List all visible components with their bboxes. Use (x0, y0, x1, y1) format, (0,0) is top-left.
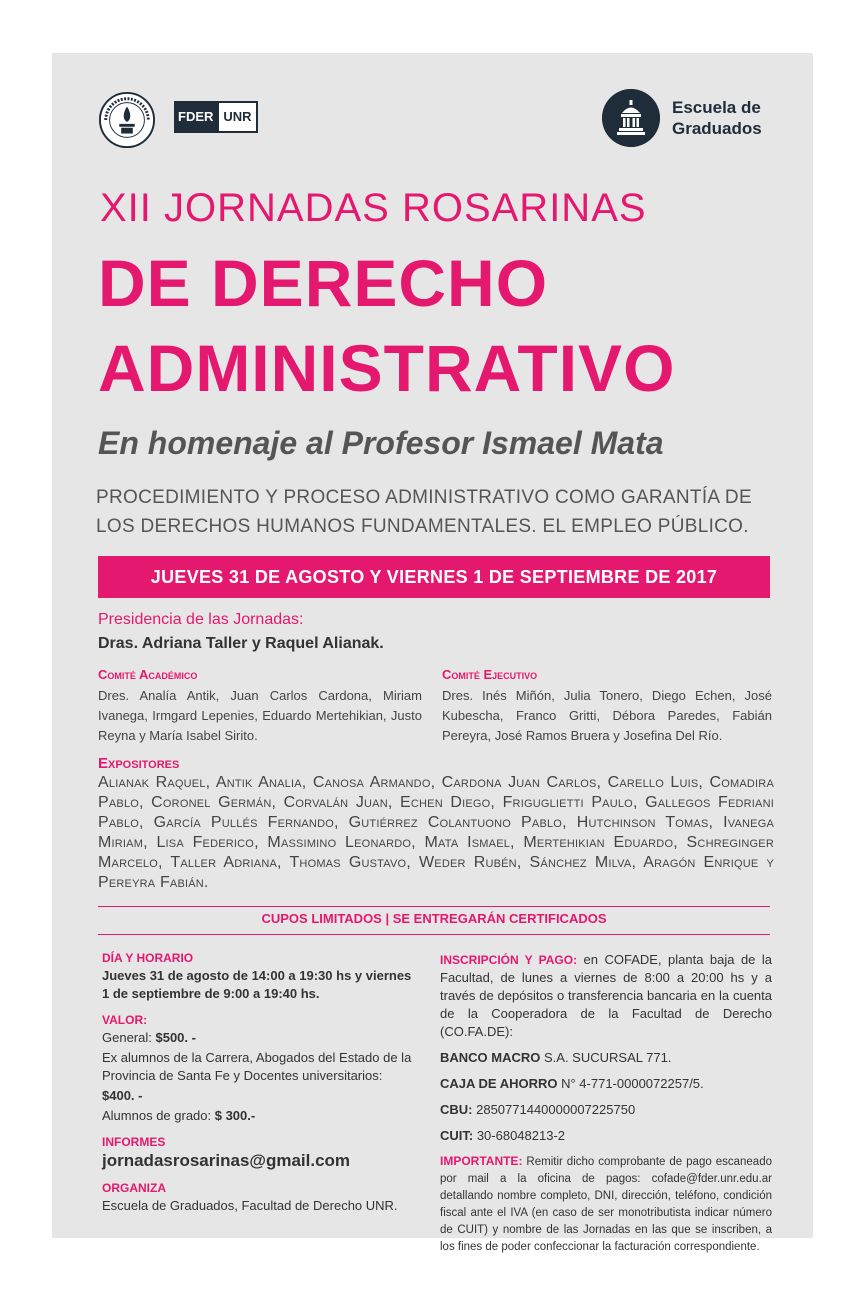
importante-text: Remitir dicho comprobante de pago escaneado por mail a la oficina de pagos: cofade@fder.unr.edu.ar detallando nombre completo, DNI, dirección, teléfono, condición fiscal ante el IVA (en caso de ser monotributista indicar número de CUIT) y nombre de las Jornadas en las que se inscriben, a los fines de poder confeccionar la facturación correspondiente. (440, 1156, 772, 1253)
info-left-column (102, 951, 412, 1217)
expositores-list: Alianak Raquel, Antik Analia, Canosa Armando, Cardona Juan Carlos, Carello Luis, Comadira Pablo, Coronel Germán, Corvalán Juan, Echen Diego, Friguglietti Paulo, Gallegos Fedriani Pablo, García Pullés Fernando, Gutiérrez Colantuono Pablo, Hutchinson Tomas, Ivanega Miriam, Lisa Federico, Massimino Leonardo, Mata Ismael, Mertehikian Eduardo, Schreginger Marcelo, Taller Adriana, Thomas Gustavo, Weder Rubén, Sánchez Milva, Aragón Enrique y Pereyra Fabián. (98, 774, 774, 891)
banco-row (440, 1049, 772, 1067)
dia-horario-label: DÍA Y HORARIO (102, 951, 194, 965)
informes-label: INFORMES (102, 1135, 166, 1149)
valor-general-row (102, 1029, 412, 1047)
cuit-row (440, 1127, 772, 1145)
date-banner: JUEVES 31 DE AGOSTO Y VIERNES 1 DE SEPTIEMBRE DE 2017 (98, 556, 770, 598)
caja-label: CAJA DE AHORRO (440, 1076, 558, 1091)
fder-unr-logo (174, 101, 258, 133)
poster (52, 53, 813, 1253)
expositores-heading: Expositores (98, 755, 180, 772)
presidencia-names: Dras. Adriana Taller y Raquel Alianak. (98, 635, 384, 652)
valor-general-price: $500. - (155, 1030, 196, 1045)
comite-ejecutivo-members: Dres. Inés Miñón, Julia Tonero, Diego Echen, José Kubescha, Franco Gritti, Débora Paredes, Fabián Pereyra, José Ramos Bruera y Josefina Del Río. (442, 688, 772, 743)
unr-seal-logo (98, 91, 156, 149)
inscripcion-text: en COFADE, planta baja de la Facultad, de lunes a viernes de 8:00 a 20:00 hs y a través de depósitos o transferencia bancaria en la cuenta de la Cooperadora de la Facultad de Derecho (CO.FA.DE): (440, 952, 772, 1039)
valor-general-label: General: (102, 1030, 156, 1045)
fder-logo-right: UNR (217, 101, 257, 133)
cbu-value: 2850771440000007225750 (472, 1102, 636, 1117)
valor-alumnos-row (102, 1107, 412, 1125)
valor-label: VALOR: (102, 1013, 148, 1027)
cupos-notice: CUPOS LIMITADOS | SE ENTREGARÁN CERTIFICADOS (261, 911, 607, 926)
comite-ejecutivo-heading: Comité Ejecutivo (442, 667, 538, 682)
divider-bottom (98, 934, 770, 935)
cbu-row (440, 1101, 772, 1119)
comite-academico-members: Dres. Analía Antik, Juan Carlos Cardona, Miriam Ivanega, Irmgard Lepenies, Eduardo Mertehikian, Justo Reyna y María Isabel Sirito. (98, 688, 422, 743)
escuela-graduados-label: Escuela de Graduados (672, 98, 762, 138)
cbu-label: CBU: (440, 1102, 473, 1117)
importante-label: IMPORTANTE: (440, 1154, 523, 1168)
valor-ex-price: $400. - (102, 1088, 143, 1103)
caja-row (440, 1075, 772, 1093)
cuit-value: 30-68048213-2 (473, 1128, 566, 1143)
importante-paragraph (440, 1153, 772, 1256)
banco-label: BANCO MACRO (440, 1050, 541, 1065)
presidencia-label: Presidencia de las Jornadas: (98, 611, 304, 628)
dia-horario-value: Jueves 31 de agosto de 14:00 a 19:30 hs y viernes 1 de septiembre de 9:00 a 19:40 hs. (102, 968, 412, 1001)
inscripcion-paragraph (440, 951, 772, 1041)
inscripcion-label: INSCRIPCIÓN Y PAGO: (440, 953, 578, 967)
event-edition-title: XII JORNADAS ROSARINAS (100, 186, 647, 230)
valor-alumnos-price: $ 300.- (214, 1108, 256, 1123)
caja-value: N° 4-771-0000072257/5. (557, 1076, 704, 1091)
banco-value: S.A. SUCURSAL 771. (540, 1050, 672, 1065)
valor-alumnos-label: Alumnos de grado: (102, 1108, 215, 1123)
event-title-line1: DE DERECHO (98, 246, 549, 320)
informes-email-link[interactable]: jornadasrosarinas@gmail.com (102, 1151, 351, 1170)
divider-top (98, 906, 770, 907)
valor-ex-text: Ex alumnos de la Carrera, Abogados del Estado de la Provincia de Santa Fe y Docentes universitarios: (102, 1050, 412, 1083)
fder-logo-left: FDER (174, 101, 217, 133)
cuit-label: CUIT: (440, 1128, 474, 1143)
organiza-label: ORGANIZA (102, 1181, 166, 1195)
comite-academico-heading: Comité Académico (98, 667, 198, 682)
organiza-value: Escuela de Graduados, Facultad de Derecho UNR. (102, 1198, 398, 1213)
event-title-line2: ADMINISTRATIVO (98, 331, 676, 405)
event-theme: PROCEDIMIENTO Y PROCESO ADMINISTRATIVO COMO GARANTÍA DE LOS DERECHOS HUMANOS FUNDAMENTALES. EL EMPLEO PÚBLICO. (96, 487, 752, 537)
info-right-column (440, 951, 772, 1258)
escuela-graduados-icon (602, 89, 660, 147)
homenaje-subtitle: En homenaje al Profesor Ismael Mata (98, 425, 664, 461)
